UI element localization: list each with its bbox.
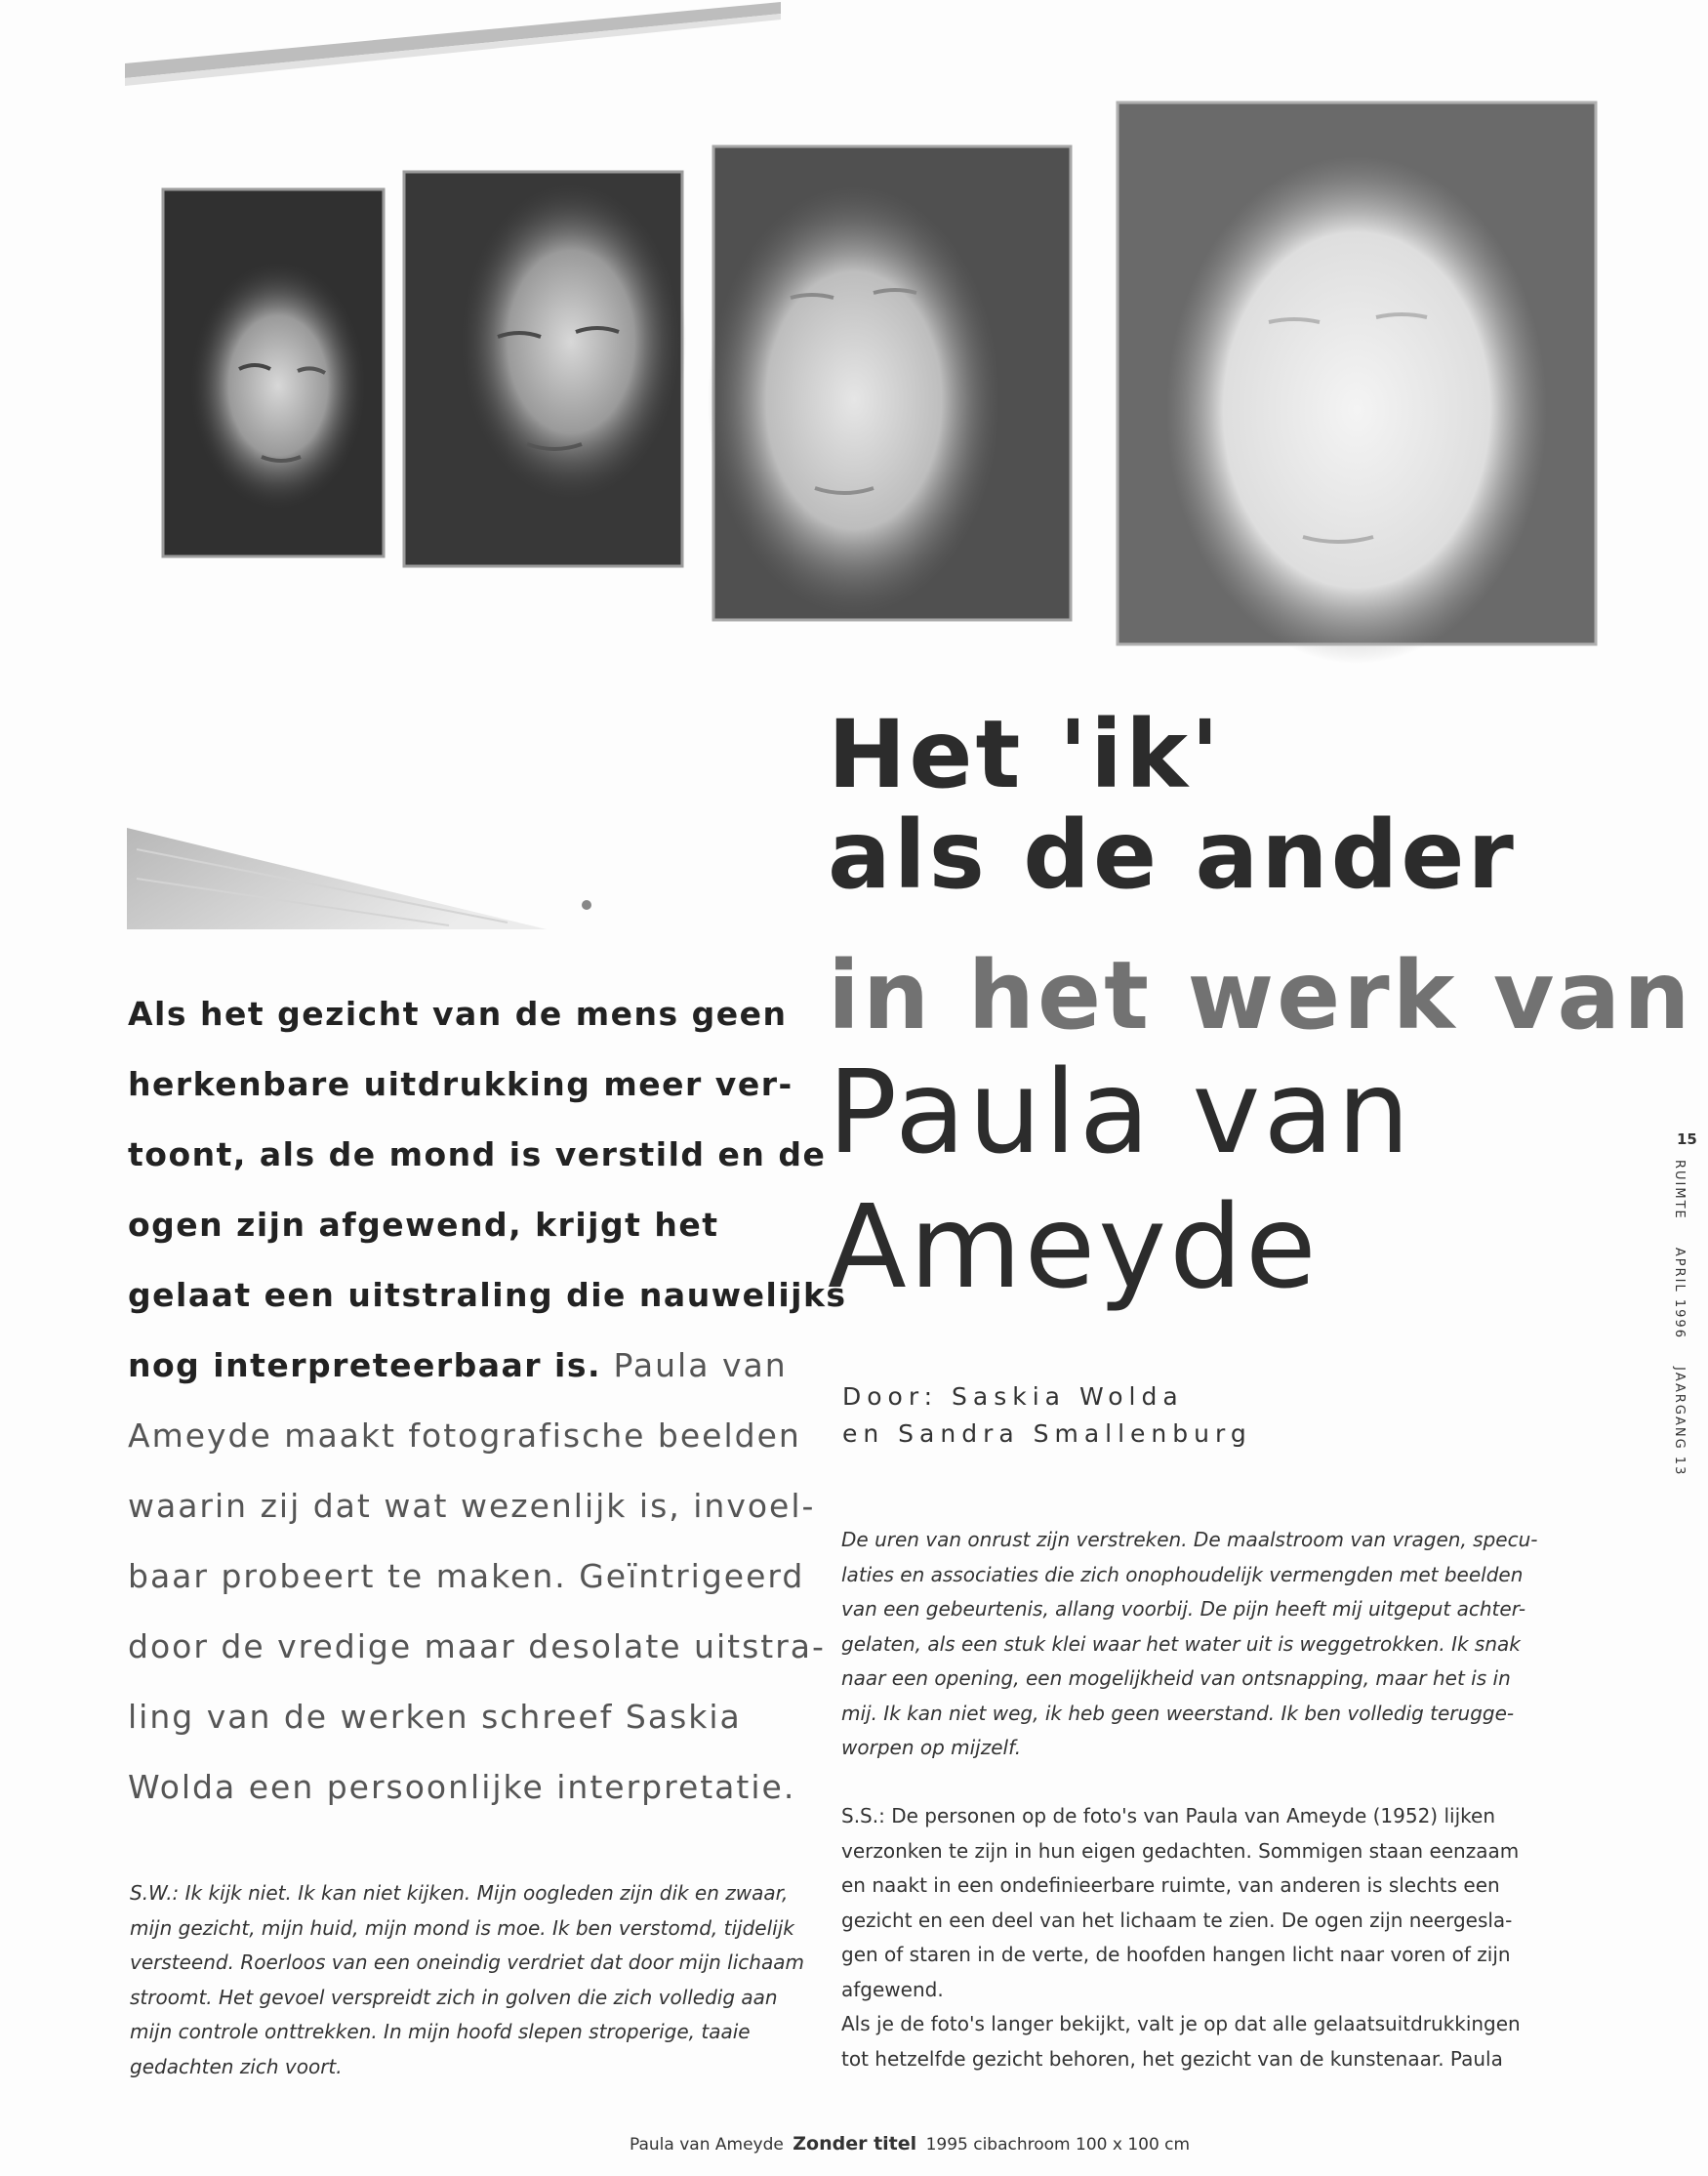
intro-bold-line: toont, als de mond is verstild en de <box>128 1135 827 1173</box>
caption-details: 1995 cibachroom 100 x 100 cm <box>925 2135 1191 2155</box>
paragraph-line: De uren van onrust zijn verstreken. De maalstroom van vragen, specu- <box>841 1528 1538 1551</box>
portrait-1 <box>163 189 384 556</box>
headline-line-2: als de ander <box>828 801 1517 910</box>
portrait-3 <box>708 146 1071 620</box>
intro-light-line: Ameyde maakt fotografische beelden <box>128 1416 801 1455</box>
paragraph-line: S.W.: Ik kijk niet. Ik kan niet kijken. Mijn oogleden zijn dik en zwaar, <box>130 1881 789 1905</box>
intro-light-line: baar probeert te maken. Geïntrigeerd <box>128 1557 805 1595</box>
paragraph-line: S.S.: De personen op de foto's van Paula van Ameyde (1952) lijken <box>841 1804 1495 1827</box>
paragraph-line: mij. Ik kan niet weg, ik heb geen weerstand. Ik ben volledig terugge- <box>841 1701 1515 1725</box>
paragraph-line: mijn controle onttrekken. In mijn hoofd slepen stroperige, taaie <box>130 2020 751 2043</box>
byline-line-1: Door: Saskia Wolda <box>842 1382 1184 1411</box>
paragraph-line: gelaten, als een stuk klei waar het water uit is weggetrokken. Ik snak <box>841 1631 1521 1656</box>
paragraph-line: Als je de foto's langer bekijkt, valt je op dat alle gelaatsuitdrukkingen <box>841 2012 1521 2035</box>
italic-paragraph <box>841 1523 1537 1766</box>
paragraph-line: gezicht en een deel van het lichaam te zien. De ogen zijn neergesla- <box>841 1908 1513 1932</box>
running-head <box>1672 1160 1687 1498</box>
intro-bold-line: gelaat een uitstraling die nauwelijks <box>128 1276 847 1314</box>
paragraph-line: stroomt. Het gevoel verspreidt zich in golven die zich volledig aan <box>130 1985 778 2009</box>
headline-line-4: Paula van <box>828 1045 1413 1179</box>
page-number: 15 <box>1677 1130 1697 1148</box>
caption-title: Zonder titel <box>793 2133 917 2155</box>
ss-paragraph <box>841 1799 1521 2076</box>
photo-caption <box>630 2133 1190 2155</box>
paragraph-line: worpen op mijzelf. <box>841 1736 1022 1759</box>
byline-line-2: en Sandra Smallenburg <box>842 1419 1252 1448</box>
sw-paragraph <box>130 1876 804 2084</box>
headline-line-3: in het werk van <box>828 941 1693 1050</box>
paragraph-line: laties en associaties die zich onophoudelijk vermengden met beelden <box>841 1562 1524 1586</box>
intro-light-fragment: Paula van <box>601 1346 788 1384</box>
intro-bold-line: Als het gezicht van de mens geen <box>128 995 788 1033</box>
issue-date: APRIL 1996 <box>1672 1247 1687 1339</box>
magazine-name: RUIMTE <box>1672 1160 1687 1220</box>
paragraph-line: tot hetzelfde gezicht behoren, het gezicht van de kunstenaar. Paula <box>841 2046 1503 2071</box>
caption-artist: Paula van Ameyde <box>630 2135 784 2155</box>
intro-light-line: door de vredige maar desolate uitstra- <box>128 1627 826 1665</box>
paragraph-line: naar een opening, een mogelijkheid van ontsnapping, maar het is in <box>841 1666 1511 1690</box>
intro-bold-line: herkenbare uitdrukking meer ver- <box>128 1065 793 1103</box>
paragraph-line: versteend. Roerloos van een oneindig verdriet dat door mijn lichaam <box>130 1950 804 1974</box>
intro-bold-line: ogen zijn afgewend, krijgt het <box>128 1206 719 1244</box>
paragraph-line: en naakt in een ondefinieerbare ruimte, van anderen is slechts een <box>841 1873 1500 1897</box>
portrait-2 <box>404 172 686 566</box>
intro-bold-fragment: nog interpreteerbaar is. <box>128 1346 602 1384</box>
paragraph-line: gen of staren in de verte, de hoofden hangen licht naar voren of zijn <box>841 1943 1511 1966</box>
paragraph-line: gedachten zich voort. <box>130 2054 343 2078</box>
intro-light-line: ling van de werken schreef Saskia <box>128 1698 742 1736</box>
paragraph-line: van een gebeurtenis, allang voorbij. De pijn heeft mij uitgeput achter- <box>841 1597 1526 1621</box>
byline <box>842 1378 1252 1453</box>
volume-number: JAARGANG 13 <box>1672 1367 1687 1477</box>
intro-lead <box>128 979 847 1823</box>
intro-light-line: Wolda een persoonlijke interpretatie. <box>128 1768 796 1806</box>
paragraph-line: afgewend. <box>841 1977 944 2001</box>
intro-light-line: waarin zij dat wat wezenlijk is, invoel- <box>128 1487 816 1525</box>
paragraph-line: verzonken te zijn in hun eigen gedachten. Sommigen staan eenzaam <box>841 1838 1520 1863</box>
intro-mixed-line <box>128 1331 811 1401</box>
portrait-4 <box>1118 103 1596 664</box>
headline-line-1: Het 'ik' <box>828 700 1223 809</box>
paragraph-line: mijn gezicht, mijn huid, mijn mond is moe. Ik ben verstomd, tijdelijk <box>130 1915 794 1940</box>
headline-line-5: Ameyde <box>828 1179 1320 1314</box>
